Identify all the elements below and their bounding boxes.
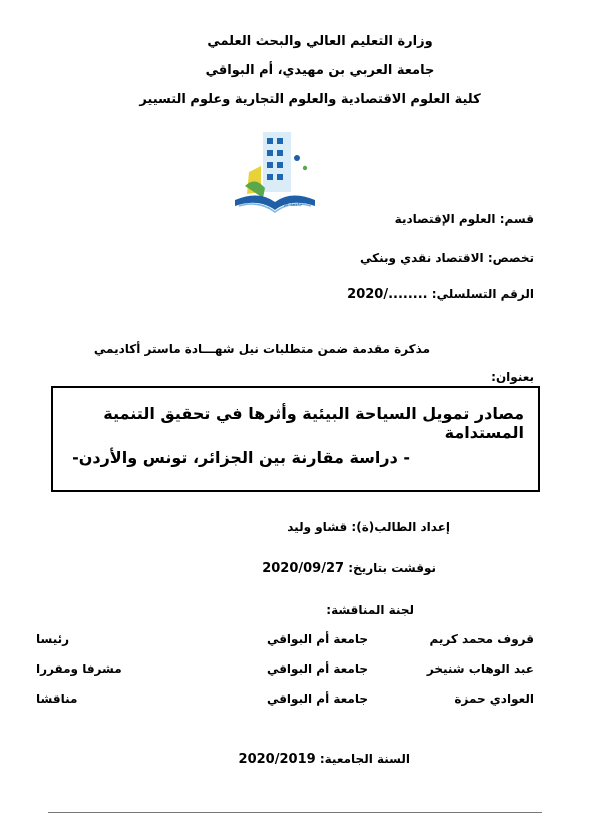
defense-date (262, 561, 436, 576)
defense-date-value: 2020/09/27 (262, 561, 345, 576)
committee-member-name: عبد الوهاب شنيخر (426, 662, 534, 676)
footer-divider (48, 812, 542, 813)
academic-year-value: 2020/2019 (238, 752, 316, 767)
committee-member-name: قروف محمد كريم (429, 632, 534, 646)
address-label: بعنوان: (491, 370, 534, 384)
logo-caption: جامعة أم البواقي (267, 202, 303, 208)
thesis-title-line2: - دراسة مقارنة بين الجزائر، تونس والأردن- (72, 448, 410, 467)
committee-member-university: جامعة أم البواقي (266, 632, 368, 646)
department-label: قسم: العلوم الإقتصادية (394, 212, 534, 226)
committee-member-role: رئيسا (36, 632, 70, 646)
thesis-title-line1: مصادر تمويل السياحة البيئية وأثرها في تحقيق التنمية المستدامة (103, 404, 524, 442)
committee-member-role: مناقشا (36, 692, 78, 706)
academic-year-label: السنة الجامعية: (319, 752, 410, 766)
ministry-heading: وزارة التعليم العالي والبحث العلمي (207, 34, 433, 49)
student-name: إعداد الطالب(ة): قشاو وليد (287, 520, 450, 534)
serial-number (347, 287, 534, 302)
university-logo-icon (225, 128, 325, 220)
committee-member-role: مشرفا ومقررا (36, 662, 122, 676)
committee-member-university: جامعة أم البواقي (266, 662, 368, 676)
thesis-title-box (51, 386, 540, 492)
committee-label: لجنة المناقشة: (326, 603, 414, 617)
serial-value: 2020/........ (347, 287, 428, 302)
memo-statement: مذكرة مقدمة ضمن متطلبات نيل شهـــادة ماستر أكاديمي (93, 342, 430, 356)
committee-member-university: جامعة أم البواقي (266, 692, 368, 706)
committee-member-name: العوادي حمزة (454, 692, 534, 706)
faculty-heading: كلية العلوم الاقتصادية والعلوم التجارية وعلوم التسيير (139, 92, 481, 107)
university-heading: جامعة العربي بن مهيدي، أم البواقي (205, 63, 435, 78)
specialization-label: تخصص: الاقتصاد نقدي وبنكي (359, 251, 534, 265)
defense-label: نوقشت بتاريخ: (348, 561, 436, 575)
serial-label: الرقم التسلسلي: (431, 287, 534, 301)
academic-year (239, 752, 410, 767)
